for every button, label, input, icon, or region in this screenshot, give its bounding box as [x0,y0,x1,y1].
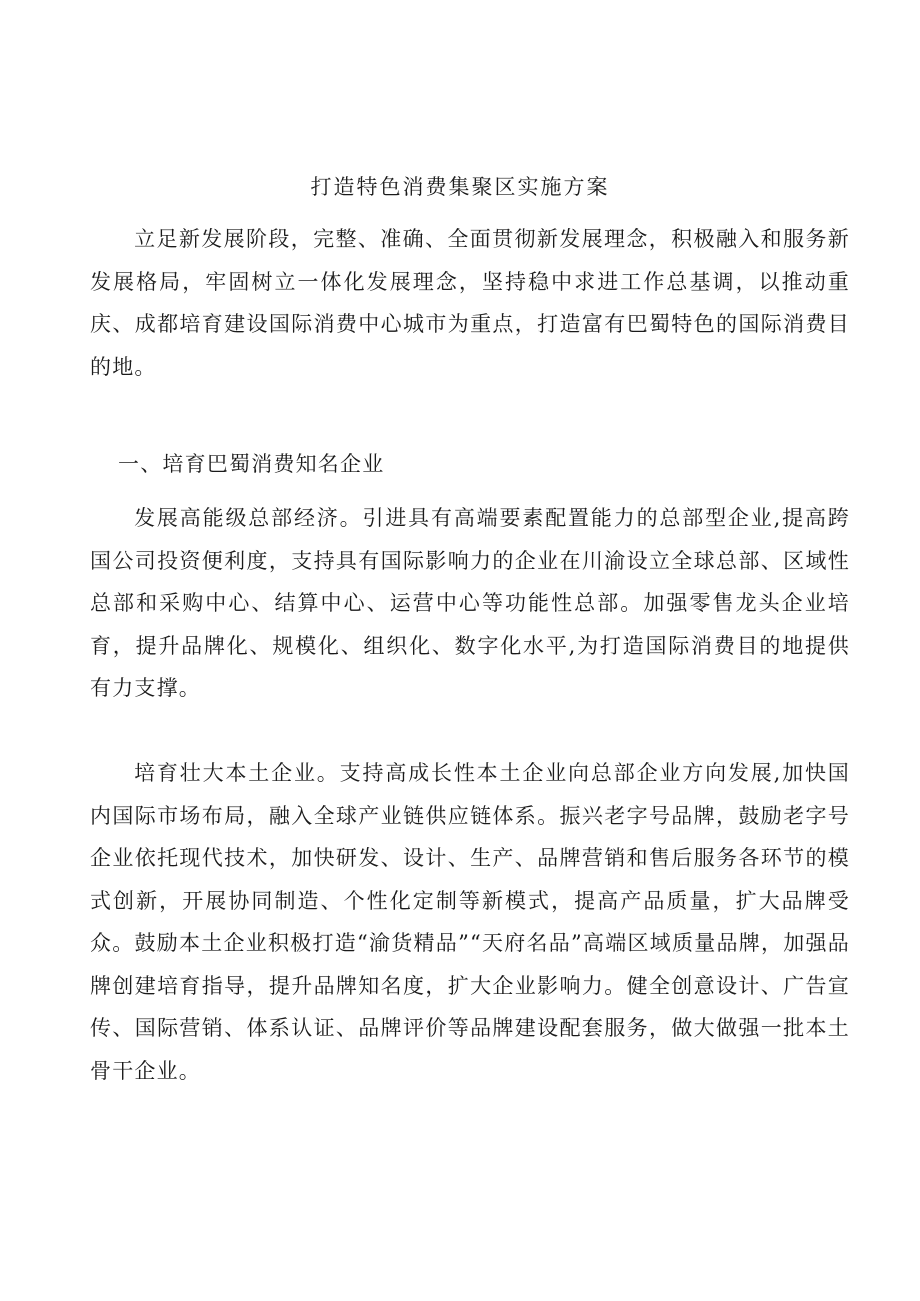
section-paragraph-1: 发展高能级总部经济。引进具有高端要素配置能力的总部型企业,提高跨国公司投资便利度，支持具有国际影响力的企业在川渝设立全球总部、区域性总部和采购中心、结算中心、运营中心等功能性总部。加强零售龙头企业培育，提升品牌化、规模化、组织化、数字化水平,为打造国际消费目的地提供有力支撑。 [90,506,850,700]
intro-paragraph: 立足新发展阶段，完整、准确、全面贯彻新发展理念，积极融入和服务新发展格局，牢固树立一体化发展理念，坚持稳中求进工作总基调，以推动重庆、成都培育建设国际消费中心城市为重点，打造富有巴蜀特色的国际消费目的地。 [90,227,850,379]
section-paragraph-2: 培育壮大本土企业。支持高成长性本土企业向总部企业方向发展,加快国内国际市场布局，融入全球产业链供应链体系。振兴老字号品牌，鼓励老字号企业依托现代技术，加快研发、设计、生产、品牌营销和售后服务各环节的模式创新，开展协同制造、个性化定制等新模式，提高产品质量，扩大品牌受众。鼓励本土企业积极打造“渝货精品”“天府名品”高端区域质量品牌，加强品牌创建培育指导，提升品牌知名度，扩大企业影响力。健全创意设计、广告宣传、国际营销、体系认证、品牌评价等品牌建设配套服务，做大做强一批本土骨干企业。 [90,761,850,1083]
section-heading: 一、培育巴蜀消费知名企业 [118,452,385,476]
document-title: 打造特色消费集聚区实施方案 [310,175,610,199]
